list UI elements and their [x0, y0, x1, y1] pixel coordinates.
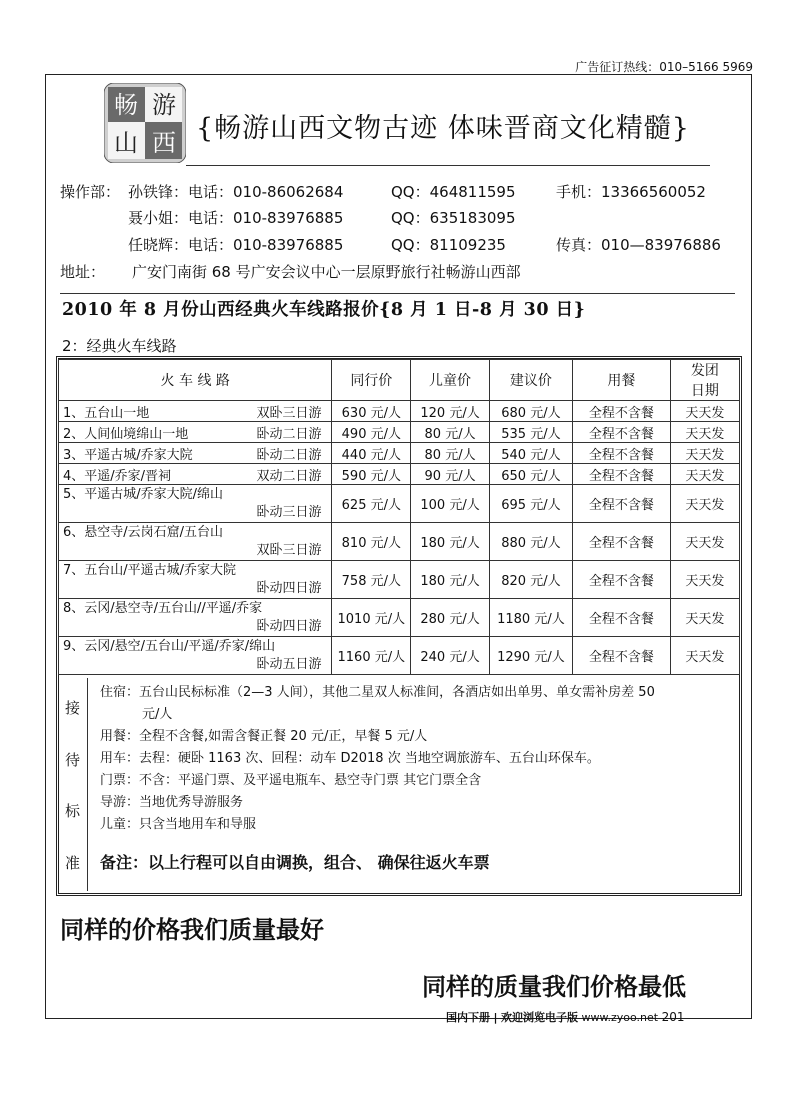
col-header-departure: 发团 日期 [670, 360, 739, 401]
ad-hotline: 广告征订热线：010–5166 5969 [575, 60, 753, 74]
suggested-price: 535 元/人 [489, 422, 572, 443]
departure: 天天发 [670, 599, 739, 637]
suggested-price: 680 元/人 [489, 401, 572, 422]
child-price: 80 元/人 [411, 422, 490, 443]
page-number: 201 [661, 1010, 685, 1024]
logo-char-4: 西 [152, 129, 176, 157]
table-row [59, 401, 740, 422]
table-row [59, 485, 740, 523]
departure: 天天发 [670, 422, 739, 443]
child-price: 90 元/人 [411, 464, 490, 485]
table-row [59, 464, 740, 485]
peer-price: 630 元/人 [332, 401, 411, 422]
route-cell: 1、五台山一地 双卧三日游 [59, 401, 332, 422]
suggested-price: 820 元/人 [489, 561, 572, 599]
table-row [59, 422, 740, 443]
route-cell: 6、悬空寺/云岗石窟/五台山 双卧三日游 [59, 523, 332, 561]
suggested-price: 650 元/人 [489, 464, 572, 485]
route-cell: 9、云冈/悬空/五台山/平遥/乔家/绵山 卧动五日游 [59, 637, 332, 675]
suggested-price: 540 元/人 [489, 443, 572, 464]
contact-qq-1: QQ：464811595 [391, 183, 516, 201]
suggested-price: 880 元/人 [489, 523, 572, 561]
suggested-price: 1180 元/人 [489, 599, 572, 637]
standard-line: 用餐：全程不含餐,如需含餐正餐 20 元/正，早餐 5 元/人 [100, 729, 428, 744]
peer-price: 810 元/人 [332, 523, 411, 561]
logo [104, 83, 186, 163]
standard-line: 门票：不含：平遥门票、及平遥电瓶车、悬空寺门票 其它门票全含 [100, 773, 482, 788]
child-price: 280 元/人 [411, 599, 490, 637]
route-cell: 2、人间仙境绵山一地 卧动二日游 [59, 422, 332, 443]
meal: 全程不含餐 [572, 561, 670, 599]
dept-label: 操作部： [60, 183, 121, 201]
divider [186, 165, 710, 166]
meal: 全程不含餐 [572, 443, 670, 464]
route-cell: 4、平遥/乔家/晋祠 双动二日游 [59, 464, 332, 485]
address: 广安门南街 68 号广安会议中心一层原野旅行社畅游山西部 [132, 263, 521, 281]
standard-line: 用车：去程：硬卧 1163 次、回程：动车 D2018 次 当地空调旅游车、五台山环保车。 [100, 751, 600, 766]
contact-person-1: 孙铁锋：电话：010-86062684 [128, 183, 344, 201]
table-row [59, 561, 740, 599]
meal: 全程不含餐 [572, 464, 670, 485]
section-heading: 2：经典火车线路 [62, 337, 177, 355]
route-cell: 7、五台山/平遥古城/乔家大院 卧动四日游 [59, 561, 332, 599]
child-price: 100 元/人 [411, 485, 490, 523]
contact-qq-3: QQ：81109235 [391, 236, 506, 254]
meal: 全程不含餐 [572, 523, 670, 561]
col-header-suggest: 建议价 [489, 360, 572, 401]
peer-price: 490 元/人 [332, 422, 411, 443]
departure: 天天发 [670, 523, 739, 561]
remark: 备注：以上行程可以自由调换，组合、 确保往返火车票 [100, 853, 490, 872]
divider [60, 293, 735, 294]
contact-fax: 传真：010—83976886 [556, 236, 721, 254]
footer [446, 1009, 685, 1025]
col-header-child: 儿童价 [411, 360, 490, 401]
footer-site: www.zyoo.net [581, 1011, 659, 1024]
peer-price: 1010 元/人 [332, 599, 411, 637]
contact-mobile-1: 手机：13366560052 [556, 183, 706, 201]
table-row [59, 443, 740, 464]
child-price: 120 元/人 [411, 401, 490, 422]
logo-char-2: 游 [152, 91, 176, 119]
logo-char-3: 山 [114, 129, 138, 157]
meal: 全程不含餐 [572, 401, 670, 422]
tagline-1: 同样的价格我们质量最好 [60, 916, 324, 944]
meal: 全程不含餐 [572, 485, 670, 523]
departure: 天天发 [670, 637, 739, 675]
peer-price: 440 元/人 [332, 443, 411, 464]
child-price: 240 元/人 [411, 637, 490, 675]
contact-person-3: 任晓辉：电话：010-83976885 [128, 236, 344, 254]
peer-price: 590 元/人 [332, 464, 411, 485]
footer-separator: | [493, 1011, 498, 1024]
standards-text [100, 682, 740, 836]
standards-label: 接 待 标 准 [58, 678, 88, 891]
address-label: 地址： [60, 263, 106, 281]
standard-line: 元/人 [142, 707, 173, 722]
routes-table [58, 359, 740, 675]
page-title: 2010 年 8 月份山西经典火车线路报价{8 月 1 日-8 月 30 日} [62, 300, 586, 320]
departure: 天天发 [670, 443, 739, 464]
meal: 全程不含餐 [572, 599, 670, 637]
col-header-meal: 用餐 [572, 360, 670, 401]
departure: 天天发 [670, 561, 739, 599]
route-cell: 3、平遥古城/乔家大院 卧动二日游 [59, 443, 332, 464]
table-row [59, 523, 740, 561]
standard-line: 儿童：只含当地用车和导服 [100, 817, 257, 832]
departure: 天天发 [670, 464, 739, 485]
standard-line: 导游：当地优秀导游服务 [100, 795, 244, 810]
footer-text: 欢迎浏览电子版 [501, 1011, 579, 1024]
table-row [59, 637, 740, 675]
table-row [59, 599, 740, 637]
departure: 天天发 [670, 401, 739, 422]
suggested-price: 1290 元/人 [489, 637, 572, 675]
col-header-route: 火 车 线 路 [59, 360, 332, 401]
peer-price: 1160 元/人 [332, 637, 411, 675]
tagline-2: 同样的质量我们价格最低 [422, 973, 686, 1001]
contact-person-2: 聂小姐：电话：010-83976885 [128, 209, 344, 227]
footer-section: 国内下册 [446, 1011, 490, 1024]
contact-qq-2: QQ：635183095 [391, 209, 516, 227]
standard-line: 住宿：五台山民标标准（2—3 人间），其他二星双人标准间，各酒店如出单男、单女需补房差 50 [100, 685, 655, 700]
col-header-peer: 同行价 [332, 360, 411, 401]
slogan: {畅游山西文物古迹 体味晋商文化精髓} [196, 113, 690, 144]
peer-price: 625 元/人 [332, 485, 411, 523]
route-cell: 8、云冈/悬空寺/五台山//平遥/乔家 卧动四日游 [59, 599, 332, 637]
child-price: 180 元/人 [411, 561, 490, 599]
meal: 全程不含餐 [572, 422, 670, 443]
child-price: 80 元/人 [411, 443, 490, 464]
meal: 全程不含餐 [572, 637, 670, 675]
departure: 天天发 [670, 485, 739, 523]
route-cell: 5、平遥古城/乔家大院/绵山 卧动三日游 [59, 485, 332, 523]
peer-price: 758 元/人 [332, 561, 411, 599]
child-price: 180 元/人 [411, 523, 490, 561]
suggested-price: 695 元/人 [489, 485, 572, 523]
logo-char-1: 畅 [114, 91, 138, 119]
